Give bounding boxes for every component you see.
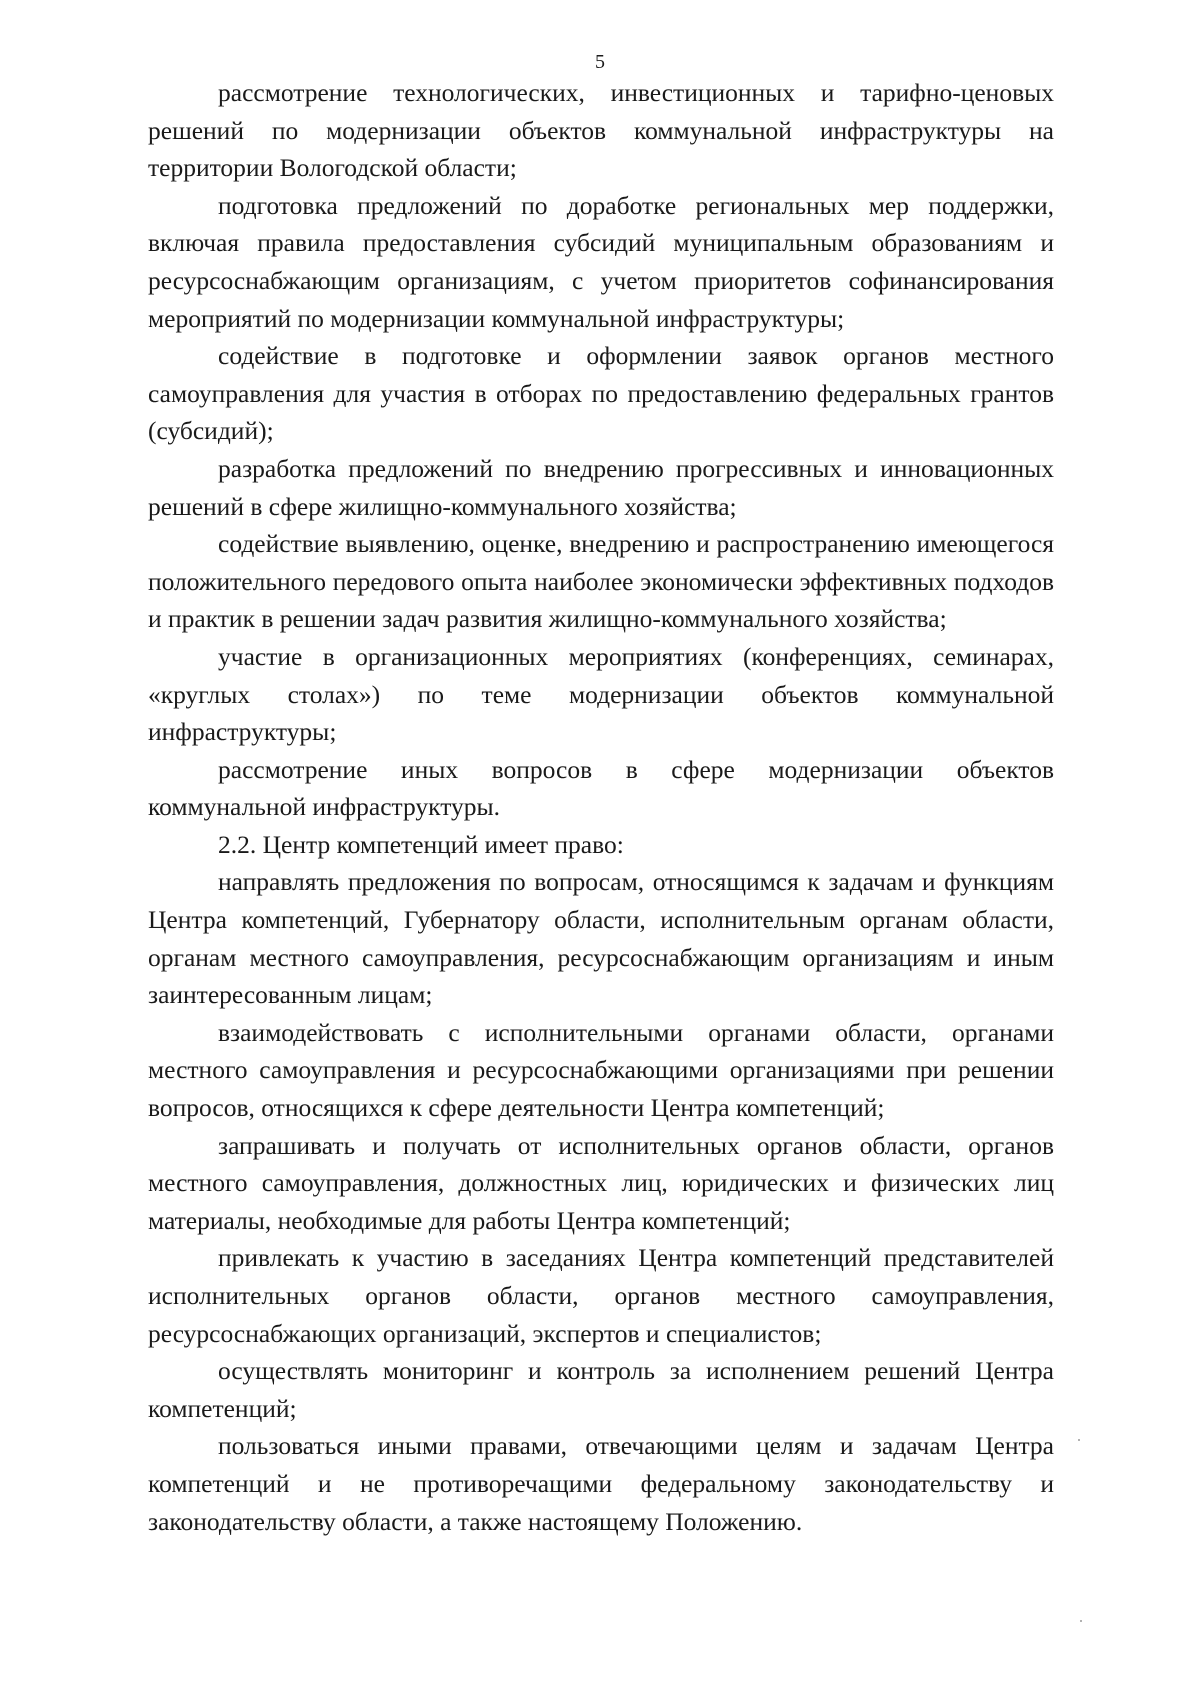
paragraph-10: взаимодействовать с исполнительными органами области, органами местного самоуправления и ресурсоснабжающими организациями при решении вопросов, относящихся к сфере деятельности Центра компетенций; (148, 1017, 1054, 1123)
paragraph-6: участие в организационных мероприятиях (конференциях, семинарах, «круглых столах») по теме модернизации объектов коммунальной инфраструктуры; (148, 641, 1054, 747)
document-body (148, 74, 1054, 1540)
paragraph-13: осуществлять мониторинг и контроль за исполнением решений Центра компетенций; (148, 1356, 1054, 1423)
scan-speck-2 (1080, 1620, 1082, 1622)
page-number: 5 (595, 51, 605, 73)
paragraph-2: подготовка предложений по доработке региональных мер поддержки, включая правила предоставления субсидий муниципальным образованиям и ресурсоснабжающим организациям, с учетом приоритетов софинансирования мероприятий по модернизации коммунальной инфраструктуры; (148, 190, 1054, 333)
paragraph-3: содействие в подготовке и оформлении заявок органов местного самоуправления для участия в отборах по предоставлению федеральных грантов (субсидий); (148, 341, 1054, 446)
paragraph-9: направлять предложения по вопросам, относящимся к задачам и функциям Центра компетенций, Губернатору области, исполнительным органам области, органам местного самоуправления, ресурсоснабжающим организациям и иным заинтересованным лицам; (148, 867, 1054, 1010)
paragraph-14: пользоваться иными правами, отвечающими целям и задачам Центра компетенций и не противоречащими федеральному законодательству и законодательству области, а также настоящему Положению. (148, 1431, 1054, 1536)
paragraph-1: рассмотрение технологических, инвестиционных и тарифно-ценовых решений по модернизации объектов коммунальной инфраструктуры на территории Вологодской области; (148, 78, 1054, 183)
paragraph-11: запрашивать и получать от исполнительных органов области, органов местного самоуправления, должностных лиц, юридических и физических лиц материалы, необходимые для работы Центра компетенций; (148, 1130, 1054, 1235)
paragraph-7: рассмотрение иных вопросов в сфере модернизации объектов коммунальной инфраструктуры. (148, 754, 1054, 822)
section-heading-2-2: 2.2. Центр компетенций имеет право: (218, 829, 624, 859)
paragraph-12: привлекать к участию в заседаниях Центра компетенций представителей исполнительных органов области, органов местного самоуправления, ресурсоснабжающих организаций, экспертов и специалистов; (148, 1243, 1054, 1348)
scan-speck-1 (1078, 1439, 1080, 1441)
paragraph-4: разработка предложений по внедрению прогрессивных и инновационных решений в сфере жилищно-коммунального хозяйства; (148, 453, 1054, 521)
paragraph-5: содействие выявлению, оценке, внедрению и распространению имеющегося положительного передового опыта наиболее экономически эффективных подходов и практик в решении задач развития жилищно-коммунального хозяйства; (148, 529, 1054, 634)
